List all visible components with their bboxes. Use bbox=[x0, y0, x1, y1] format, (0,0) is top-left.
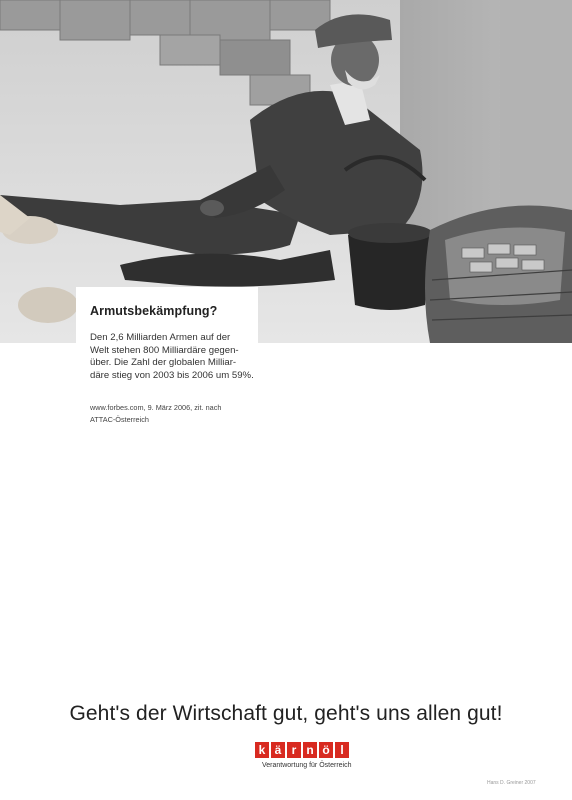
logo-letter: ö bbox=[319, 742, 333, 758]
logo-letter: r bbox=[287, 742, 301, 758]
logo-letter: ä bbox=[271, 742, 285, 758]
logo-letter: k bbox=[255, 742, 269, 758]
logo-letter: n bbox=[303, 742, 317, 758]
caption-body: Den 2,6 Milliarden Armen auf der Welt stehen 800 Milliardäre gegen- über. Die Zahl der globalen Milliar- däre stieg von 2003 bis 2006 um 59%. bbox=[90, 332, 254, 381]
artist-credit: Hans D. Greiner 2007 bbox=[487, 780, 536, 786]
karnoel-logo bbox=[255, 742, 349, 758]
logo-tagline: Verantwortung für Österreich bbox=[262, 762, 352, 769]
logo-letter: l bbox=[335, 742, 349, 758]
caption-source: www.forbes.com, 9. März 2006, zit. nach ATTAC-Österreich bbox=[90, 403, 222, 424]
slogan: Geht's der Wirtschaft gut, geht's uns allen gut! bbox=[69, 702, 503, 725]
caption-title: Armutsbekämpfung? bbox=[90, 304, 218, 318]
basket-with-goods bbox=[425, 206, 572, 344]
